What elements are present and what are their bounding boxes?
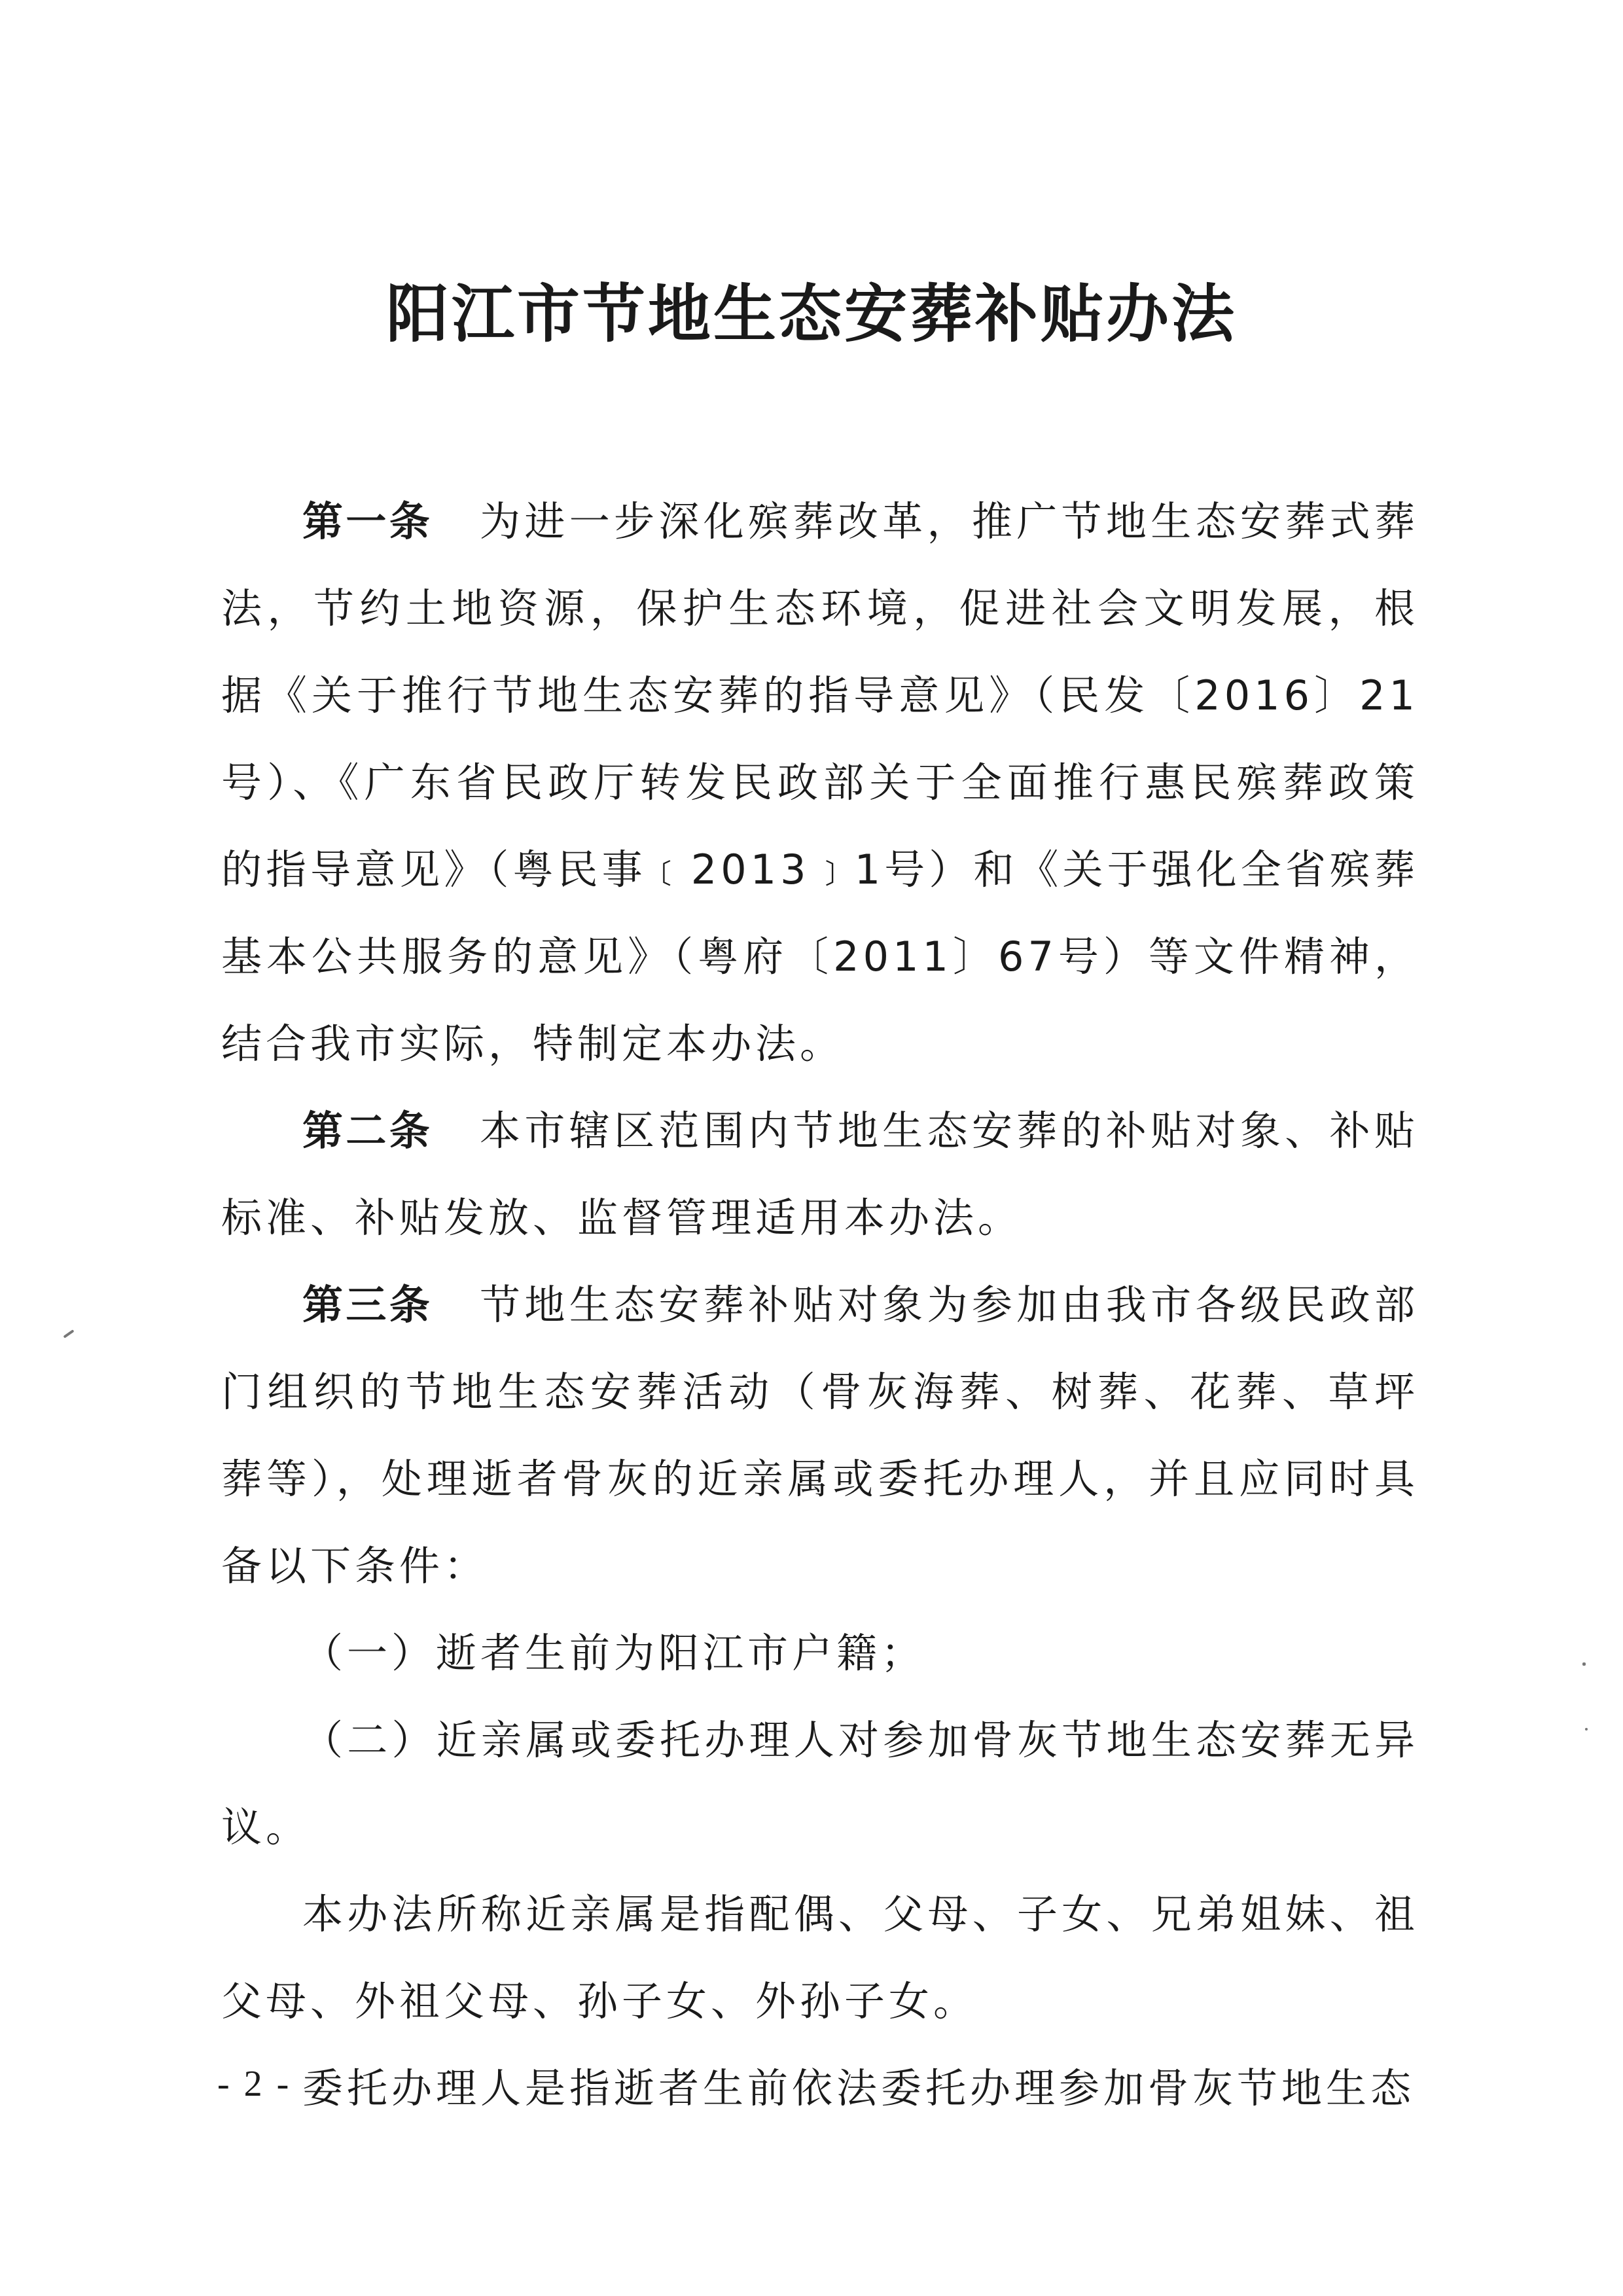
page-number: - 2 - xyxy=(217,2064,292,2104)
article-3 xyxy=(221,1261,1419,1609)
scan-mark xyxy=(63,1329,74,1338)
condition-2: （二）近亲属或委托办理人对参加骨灰节地生态安葬无异议。 xyxy=(221,1716,1419,1851)
scan-mark xyxy=(1585,1728,1588,1731)
definition-paragraph: 委托办理人是指逝者生前依法委托办理参加骨灰节地生态 xyxy=(302,2064,1416,2112)
article-label: 第三条 xyxy=(302,1281,433,1329)
scan-mark xyxy=(1582,1662,1586,1666)
page-title: 阳江市节地生态安葬补贴办法 xyxy=(386,277,1237,351)
article-2 xyxy=(221,1087,1419,1261)
article-text: 节地生态安葬补贴对象为参加由我市各级民政部门组织的节地生态安葬活动（骨灰海葬、树葬、花葬、草坪葬等），处理逝者骨灰的近亲属或委托办理人，并且应同时具备以下条件： xyxy=(221,1281,1419,1590)
condition-1: （一）逝者生前为阳江市户籍； xyxy=(302,1629,926,1677)
article-text: 本市辖区范围内节地生态安葬的补贴对象、补贴标准、补贴发放、监督管理适用本办法。 xyxy=(221,1107,1419,1242)
article-label: 第二条 xyxy=(302,1107,433,1155)
document-body xyxy=(221,478,1419,2132)
article-label: 第一条 xyxy=(302,497,433,545)
definition-paragraph: 本办法所称近亲属是指配偶、父母、子女、兄弟姐妹、祖父母、外祖父母、孙子女、外孙子女。 xyxy=(221,1890,1419,2025)
article-text: 为进一步深化殡葬改革，推广节地生态安葬式葬法，节约土地资源，保护生态环境，促进社会文明发展，根据《关于推行节地生态安葬的指导意见》（民发〔2016〕21号）、《广东省民政厅转发民政部关于全面推行惠民殡葬政策的指导意见》（粤民事﹝2013﹞1号）和《关于强化全省殡葬基本公共服务的意见》（粤府〔2011〕67号）等文件精神，结合我市实际，特制定本办法。 xyxy=(221,497,1419,1067)
article-1 xyxy=(221,478,1419,1087)
